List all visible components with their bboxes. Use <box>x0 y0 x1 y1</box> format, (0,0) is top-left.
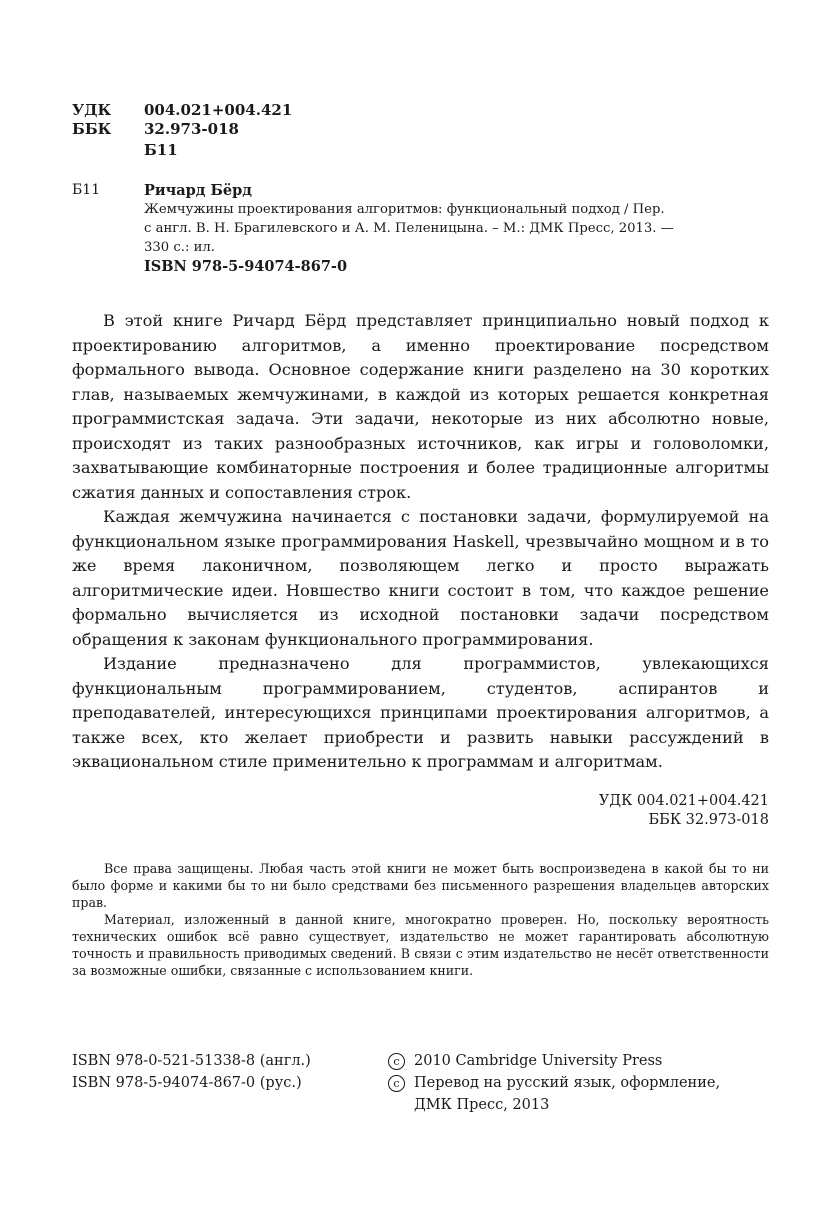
entry-isbn: ISBN 978-5-94074-867-0 <box>144 258 348 275</box>
rights-paragraph: Все права защищены. Любая часть этой книги не может быть воспроизведена в какой бы то ни было форме и какими бы то ни было средствами без письменного разрешения владельцев авторских прав. <box>72 861 769 910</box>
abstract-paragraph: Каждая жемчужина начинается с постановки задачи, формулируемой на функциональном языке программирования Haskell, чрезвычайно мощном и в то же время лаконичном, позволяющем легко и просто выражать алгоритмические идеи. Новшество книги состоит в том, что каждое решение формально вычисляется из исходной постановки задачи посредством обращения к законам функционального программирования. <box>72 507 769 649</box>
copyright-original-text: 2010 Cambridge University Press <box>414 1053 663 1069</box>
catalog-entry <box>144 181 769 276</box>
abstract-paragraph: В этой книге Ричард Бёрд представляет принципиально новый подход к проектированию алгоритмов, а именно проектирование посредством формального вывода. Основное содержание книги разделено на 30 коротких глав, называемых жемчужинами, в каждой из которых решается конкретная программистская задача. Эти задачи, некоторые из них абсолютно новые, происходят из таких разнообразных источников, как игры и головоломки, захватывающие комбинаторные построения и более традиционные алгоритмы сжатия данных и сопоставления строк. <box>72 311 769 502</box>
copyright-icon: c <box>388 1075 405 1092</box>
entry-line: Жемчужины проектирования алгоритмов: функциональный подход / Пер. <box>144 202 665 217</box>
udk-value: 004.021+004.421 <box>144 101 293 119</box>
copyright-icon: c <box>388 1053 405 1070</box>
copyright-translation <box>388 1072 720 1094</box>
entry-line: с англ. В. Н. Брагилевского и А. М. Пеленицына. – М.: ДМК Пресс, 2013. — <box>144 221 674 236</box>
abstract <box>72 309 769 775</box>
isbn-english: ISBN 978-0-521-51338-8 (англ.) <box>72 1053 311 1069</box>
copyright-translation-cont <box>388 1094 720 1116</box>
signature-bbk: ББК 32.973-018 <box>648 812 769 828</box>
entry-code: Б11 <box>72 182 101 198</box>
copyright-translation-line: ДМК Пресс, 2013 <box>414 1097 550 1113</box>
isbn-russian: ISBN 978-5-94074-867-0 (рус.) <box>72 1075 302 1091</box>
author-mark: Б11 <box>144 141 178 159</box>
copyright-original <box>388 1050 720 1072</box>
isbn-list <box>72 1050 311 1094</box>
udk-label: УДК <box>72 101 112 119</box>
entry-author: Ричард Бёрд <box>144 182 252 199</box>
udk-row <box>72 101 292 120</box>
copyright-block <box>388 1050 720 1116</box>
abstract-paragraph: Издание предназначено для программистов, увлекающихся функциональным программированием, студентов, аспирантов и преподавателей, интересующихся принципами проектирования алгоритмов, а также всех, кто желает приобрести и развить навыки рассуждений в эквациональном стиле применительно к программам и алгоритмам. <box>72 654 769 771</box>
author-mark-row <box>72 141 178 160</box>
bbk-value: 32.973-018 <box>144 120 239 138</box>
rights-paragraph: Материал, изложенный в данной книге, многократно проверен. Но, поскольку вероятность технических ошибок всё равно существует, издательство не может гарантировать абсолютную точность и правильность приводимых сведений. В связи с этим издательство не несёт ответственности за возможные ошибки, связанные с использованием книги. <box>72 912 769 978</box>
signature-classification <box>599 792 769 830</box>
rights-notice <box>72 860 769 979</box>
bbk-row <box>72 120 239 139</box>
copyright-translation-line: Перевод на русский язык, оформление, <box>414 1075 721 1091</box>
signature-udk: УДК 004.021+004.421 <box>598 793 769 809</box>
bbk-label: ББК <box>72 120 112 138</box>
entry-line: 330 с.: ил. <box>144 240 215 255</box>
